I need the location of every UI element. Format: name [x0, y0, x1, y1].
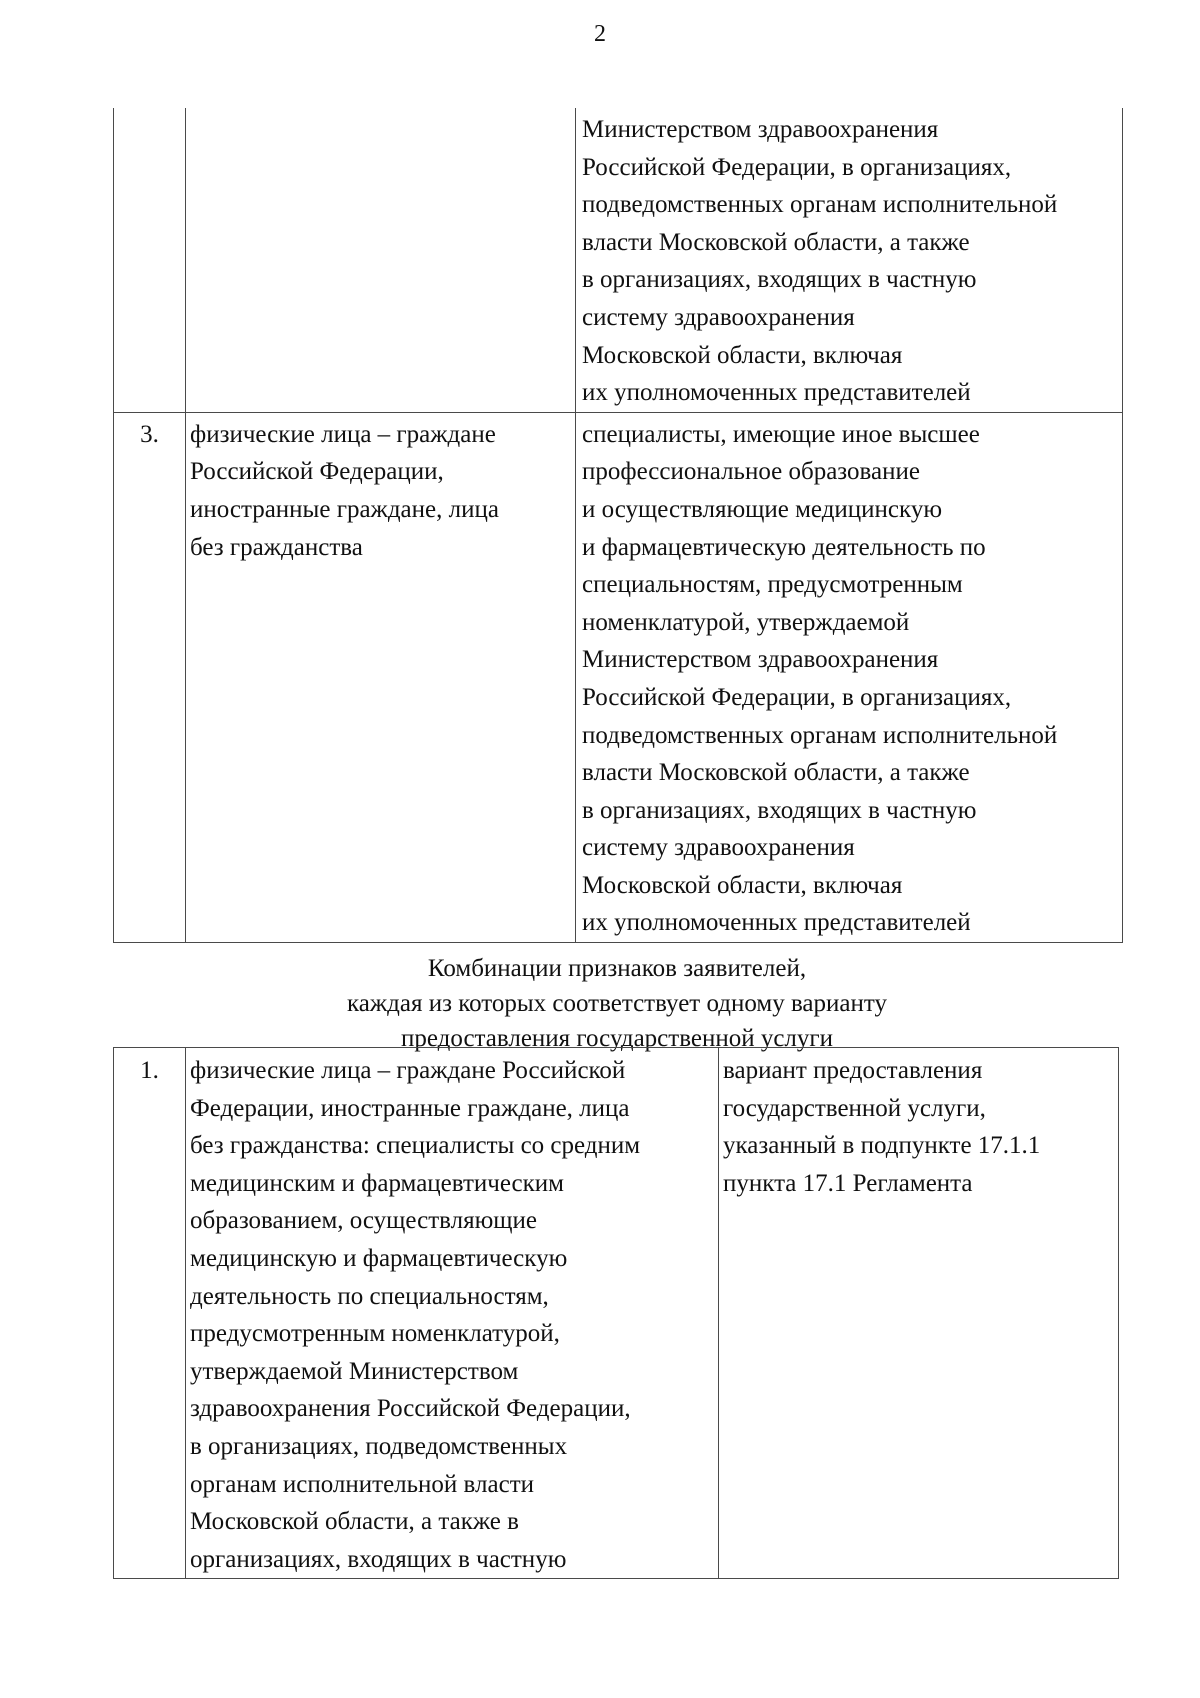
- cell-text-line: предусмотренным номенклатурой,: [190, 1320, 560, 1348]
- variant-cell: [719, 1048, 1119, 1579]
- cell-text-line: профессиональное образование: [582, 458, 920, 486]
- cell-text-line: систему здравоохранения: [582, 303, 855, 331]
- cell-text-line: физические лица – граждане Российской: [190, 1057, 626, 1084]
- cell-text-line: власти Московской области, а также: [582, 228, 970, 256]
- section-heading-line: каждая из которых соответствует одному варианту: [347, 990, 887, 1017]
- cell-text-line: здравоохранения Российской Федерации,: [190, 1395, 631, 1423]
- cell-text-line: в организациях, подведомственных: [190, 1432, 568, 1460]
- cell-text-line: Московской области, включая: [582, 871, 903, 899]
- cell-text-line: в организациях, входящих в частную: [582, 266, 977, 294]
- cell-text-line: пункта 17.1 Регламента: [723, 1169, 973, 1197]
- cell-text-line: органам исполнительной власти: [190, 1470, 535, 1498]
- cell-text-line: подведомственных органам исполнительной: [582, 721, 1058, 749]
- cell-text-line: государственной услуги,: [723, 1094, 986, 1122]
- cell-text-line: физические лица – граждане: [190, 420, 496, 448]
- cell-text-line: Министерством здравоохранения: [582, 116, 939, 143]
- cell-text-line: в организациях, входящих в частную: [582, 796, 977, 824]
- cell-text-line: вариант предоставления: [723, 1057, 983, 1084]
- table-row: [114, 412, 1123, 942]
- cell-text-line: организациях, входящих в частную: [190, 1545, 567, 1573]
- applicant-description-cell: [576, 412, 1123, 942]
- cell-text-line: утверждаемой Министерством: [190, 1357, 519, 1385]
- cell-text-line: Российской Федерации,: [190, 458, 444, 486]
- cell-text-line: их уполномоченных представителей: [582, 909, 971, 937]
- cell-text-line: Федерации, иностранные граждане, лица: [190, 1094, 630, 1122]
- cell-text-line: без гражданства: [190, 533, 363, 561]
- applicant-category-cell: [186, 412, 576, 942]
- applicant-description-cell: [576, 108, 1123, 412]
- section-heading: [150, 951, 1084, 1056]
- applicant-category-cell: [186, 108, 576, 412]
- cell-text-line: их уполномоченных представителей: [582, 379, 971, 407]
- cell-text-line: Российской Федерации, в организациях,: [582, 683, 1012, 711]
- cell-text-line: медицинским и фармацевтическим: [190, 1169, 564, 1197]
- cell-text-line: Московской области, включая: [582, 341, 903, 369]
- cell-text-line: специалисты, имеющие иное высшее: [582, 420, 980, 448]
- applicants-table-continued: [113, 108, 1123, 943]
- cell-text-line: специальностям, предусмотренным: [582, 571, 963, 599]
- table-row: [114, 1048, 1119, 1579]
- cell-text-line: номенклатурой, утверждаемой: [582, 608, 910, 636]
- cell-text-line: Министерством здравоохранения: [582, 646, 939, 674]
- cell-text-line: иностранные граждане, лица: [190, 495, 499, 523]
- cell-text-line: власти Московской области, а также: [582, 759, 970, 787]
- cell-text-line: деятельность по специальностям,: [190, 1282, 549, 1310]
- cell-text-line: медицинскую и фармацевтическую: [190, 1244, 568, 1272]
- cell-text-line: Российской Федерации, в организациях,: [582, 153, 1012, 181]
- cell-text-line: Московской области, а также в: [190, 1508, 519, 1536]
- cell-text-line: и осуществляющие медицинскую: [582, 495, 942, 523]
- cell-text-line: указанный в подпункте 17.1.1: [723, 1132, 1041, 1160]
- cell-text-line: подведомственных органам исполнительной: [582, 191, 1058, 219]
- combination-cell: [186, 1048, 719, 1579]
- page-number: 2: [594, 21, 606, 47]
- table-row: [114, 108, 1123, 412]
- cell-text-line: без гражданства: специалисты со средним: [190, 1132, 641, 1160]
- combinations-table: [113, 1047, 1119, 1579]
- row-number: 3.: [114, 412, 186, 942]
- cell-text-line: образованием, осуществляющие: [190, 1207, 538, 1235]
- row-number: 1.: [114, 1048, 186, 1579]
- row-number: [114, 108, 186, 412]
- section-heading-line: предоставления государственной услуги: [400, 1025, 834, 1052]
- section-heading-line: Комбинации признаков заявителей,: [427, 955, 807, 982]
- cell-text-line: систему здравоохранения: [582, 834, 855, 862]
- cell-text-line: и фармацевтическую деятельность по: [582, 533, 986, 561]
